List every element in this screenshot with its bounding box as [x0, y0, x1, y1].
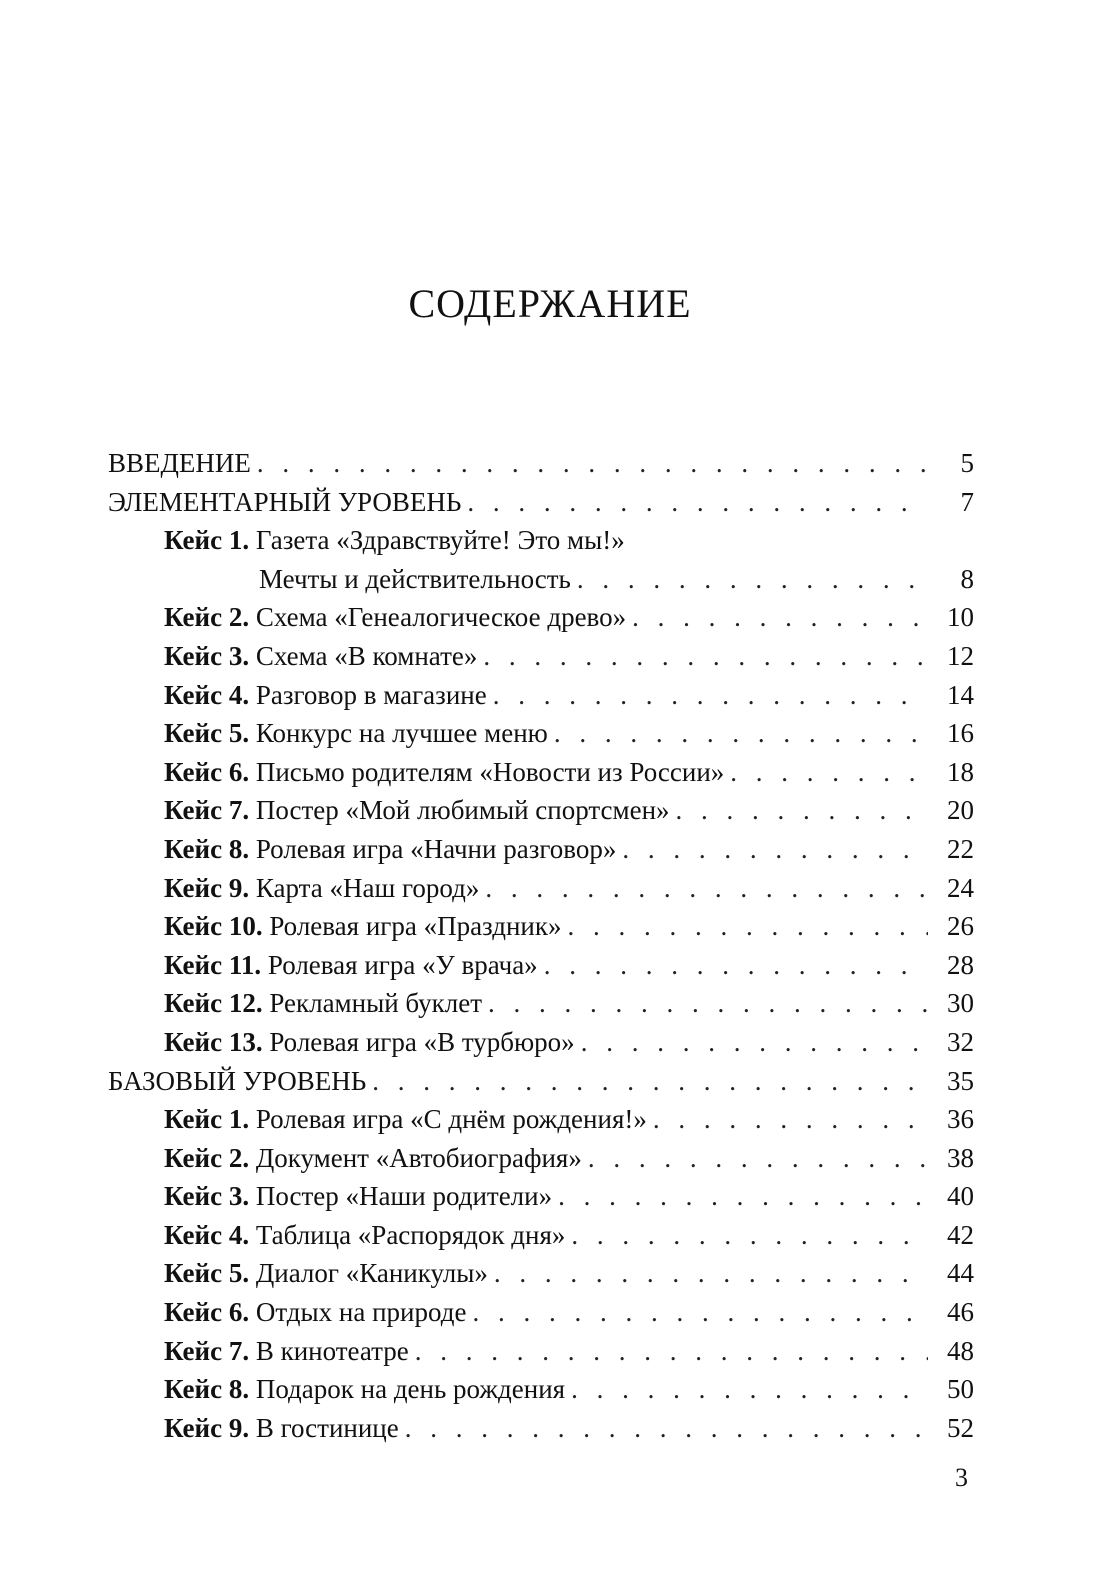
toc-entry-title: ЭЛЕМЕНТАРНЫЙ УРОВЕНЬ — [108, 486, 462, 517]
toc-entry-label — [164, 869, 479, 908]
toc-case-entry — [108, 714, 974, 753]
toc-entry-title: БАЗОВЫЙ УРОВЕНЬ — [108, 1065, 367, 1096]
toc-page-number: 8 — [960, 563, 974, 594]
case-number: Кейс 4. — [164, 1219, 250, 1250]
toc-case-entry — [108, 791, 974, 830]
toc-entry-title: Ролевая игра «В турбюро» — [269, 1026, 575, 1057]
toc-section-entry — [108, 483, 974, 522]
toc-entry-title: Разговор в магазине — [255, 679, 487, 710]
case-number: Кейс 4. — [164, 679, 250, 710]
case-number: Кейс 2. — [164, 1142, 250, 1173]
toc-case-entry — [108, 637, 974, 676]
toc-entry-label — [108, 483, 461, 522]
toc-case-entry — [108, 946, 974, 985]
toc-entry-label — [164, 830, 616, 869]
dot-leader — [493, 676, 928, 715]
dot-leader — [405, 1409, 928, 1448]
case-number: Кейс 12. — [164, 988, 263, 1019]
toc-case-entry — [108, 907, 974, 946]
toc-case-entry — [108, 560, 974, 599]
toc-entry-label — [164, 946, 538, 985]
toc-page-number: 48 — [947, 1335, 974, 1366]
toc-page-number: 30 — [947, 988, 974, 1019]
toc-page-number: 42 — [947, 1219, 974, 1250]
toc-page-number: 24 — [947, 872, 974, 903]
case-number: Кейс 8. — [164, 833, 250, 864]
toc-case-entry — [108, 1254, 974, 1293]
toc-entry-label — [164, 1332, 409, 1371]
dot-leader — [488, 984, 928, 1023]
toc-entry-label — [164, 714, 548, 753]
toc-case-entry — [108, 676, 974, 715]
case-number: Кейс 6. — [164, 1297, 250, 1328]
toc-page-number: 14 — [947, 679, 974, 710]
toc-page-number: 10 — [947, 602, 974, 633]
toc-page-number: 26 — [947, 911, 974, 942]
case-number: Кейс 1. — [164, 1104, 250, 1135]
toc-case-entry — [108, 1139, 974, 1178]
toc-page-number: 35 — [947, 1065, 974, 1096]
toc-case-entry — [108, 984, 974, 1023]
toc-case-entry — [108, 1370, 974, 1409]
dot-leader — [622, 830, 928, 869]
toc-page-number: 40 — [947, 1181, 974, 1212]
case-number: Кейс 10. — [164, 911, 263, 942]
toc-case-entry — [108, 1177, 974, 1216]
toc-entry-title: Постер «Мой любимый спортсмен» — [255, 795, 670, 826]
case-number: Кейс 2. — [164, 602, 250, 633]
toc-entry-label — [164, 1293, 466, 1332]
dot-leader — [472, 1293, 928, 1332]
toc-entry-title: Карта «Наш город» — [255, 872, 480, 903]
toc-page-number: 46 — [947, 1297, 974, 1328]
toc-entry-title: Ролевая игра «У врача» — [267, 949, 538, 980]
dot-leader — [632, 598, 928, 637]
dot-leader — [730, 753, 928, 792]
toc-entry-label — [164, 1254, 488, 1293]
toc-case-entry — [108, 1100, 974, 1139]
toc-page-number: 36 — [947, 1104, 974, 1135]
case-number: Кейс 5. — [164, 718, 250, 749]
toc-entry-title: Конкурс на лучшее меню — [255, 718, 548, 749]
dot-leader — [581, 1023, 928, 1062]
dot-leader — [588, 1139, 928, 1178]
toc-case-entry — [108, 1293, 974, 1332]
toc-page-number: 50 — [947, 1374, 974, 1405]
dot-leader — [571, 1370, 928, 1409]
case-number: Кейс 5. — [164, 1258, 250, 1289]
toc-page-number: 52 — [947, 1412, 974, 1443]
toc-page-number: 5 — [960, 448, 974, 478]
toc-entry-title: Газета «Здравствуйте! Это мы!» — [255, 525, 625, 556]
dot-leader — [415, 1332, 928, 1371]
case-number: Кейс 1. — [164, 525, 250, 556]
toc-page-number: 38 — [947, 1142, 974, 1173]
toc-entry-title: Письмо родителям «Новости из России» — [255, 756, 725, 787]
dot-leader — [257, 444, 928, 483]
toc-case-entry — [108, 1216, 974, 1255]
toc-entry-label — [259, 560, 571, 599]
page-title: СОДЕРЖАНИЕ — [408, 281, 692, 326]
toc-entry-label — [108, 1062, 366, 1101]
dot-leader — [554, 714, 928, 753]
dot-leader — [577, 560, 928, 599]
toc-entry-label — [164, 1023, 575, 1062]
dot-leader — [558, 1177, 928, 1216]
toc-entry-title: Документ «Автобиография» — [255, 1142, 582, 1173]
toc-case-entry — [108, 521, 974, 560]
toc-entry-title: Постер «Наши родители» — [255, 1181, 553, 1212]
case-number: Кейс 7. — [164, 1335, 250, 1366]
toc-entry-label — [164, 637, 477, 676]
dot-leader — [676, 791, 928, 830]
dot-leader — [467, 483, 928, 522]
toc-section-entry — [108, 1062, 974, 1101]
case-number: Кейс 11. — [164, 949, 262, 980]
toc-case-entry — [108, 598, 974, 637]
toc-case-entry — [108, 1332, 974, 1371]
toc-entry-title: Подарок на день рождения — [255, 1374, 566, 1405]
toc-entry-label — [164, 753, 724, 792]
case-number: Кейс 7. — [164, 795, 250, 826]
toc-case-entry — [108, 830, 974, 869]
toc-entry-title: Ролевая игра «С днём рождения!» — [255, 1104, 647, 1135]
toc-entry-label — [164, 1139, 582, 1178]
toc-entry-label — [108, 444, 251, 483]
toc-case-entry — [108, 753, 974, 792]
dot-leader — [494, 1254, 928, 1293]
toc-entry-title: В кинотеатре — [255, 1335, 409, 1366]
case-number: Кейс 3. — [164, 640, 250, 671]
toc-entry-title: Ролевая игра «Начни разговор» — [255, 833, 617, 864]
toc-case-entry — [108, 1409, 974, 1448]
toc-page-number: 16 — [947, 718, 974, 749]
toc-entry-title: В гостинице — [255, 1412, 399, 1443]
toc-entry-title: Ролевая игра «Праздник» — [269, 911, 562, 942]
toc-entry-label — [164, 521, 625, 560]
toc-entry-title: Диалог «Каникулы» — [255, 1258, 488, 1289]
case-number: Кейс 8. — [164, 1374, 250, 1405]
table-of-contents — [108, 444, 974, 1447]
toc-page-number: 7 — [960, 486, 974, 517]
dot-leader — [653, 1100, 928, 1139]
dot-leader — [483, 637, 928, 676]
dot-leader — [571, 1216, 928, 1255]
toc-entry-title: Мечты и действительность — [259, 563, 571, 594]
toc-entry-label — [164, 1409, 399, 1448]
toc-entry-label — [164, 1100, 647, 1139]
case-number: Кейс 3. — [164, 1181, 250, 1212]
toc-entry-label — [164, 984, 482, 1023]
toc-entry-title: Схема «Генеалогическое древо» — [255, 602, 627, 633]
case-number: Кейс 9. — [164, 1412, 250, 1443]
toc-entry-label — [164, 598, 626, 637]
toc-page-number: 22 — [947, 833, 974, 864]
toc-entry-title: Рекламный буклет — [269, 988, 483, 1019]
toc-section-entry — [108, 444, 974, 483]
toc-page-number: 20 — [947, 795, 974, 826]
toc-entry-title: Схема «В комнате» — [255, 640, 478, 671]
case-number: Кейс 13. — [164, 1026, 263, 1057]
dot-leader — [568, 907, 929, 946]
toc-entry-label — [164, 907, 562, 946]
toc-entry-title: ВВЕДЕНИЕ — [108, 448, 251, 478]
toc-entry-label — [164, 791, 670, 830]
toc-case-entry — [108, 1023, 974, 1062]
page-number: 3 — [955, 1463, 968, 1492]
dot-leader — [544, 946, 928, 985]
toc-entry-title: Таблица «Распорядок дня» — [255, 1219, 566, 1250]
case-number: Кейс 6. — [164, 756, 250, 787]
case-number: Кейс 9. — [164, 872, 250, 903]
toc-entry-label — [164, 676, 487, 715]
toc-entry-label — [164, 1216, 565, 1255]
dot-leader — [485, 869, 928, 908]
toc-page-number: 44 — [947, 1258, 974, 1289]
toc-page-number: 28 — [947, 949, 974, 980]
toc-page-number: 18 — [947, 756, 974, 787]
toc-case-entry — [108, 869, 974, 908]
toc-page-number: 32 — [947, 1026, 974, 1057]
toc-page-number: 12 — [947, 640, 974, 671]
toc-entry-title: Отдых на природе — [255, 1297, 467, 1328]
dot-leader — [372, 1062, 928, 1101]
toc-entry-label — [164, 1177, 552, 1216]
toc-entry-label — [164, 1370, 565, 1409]
